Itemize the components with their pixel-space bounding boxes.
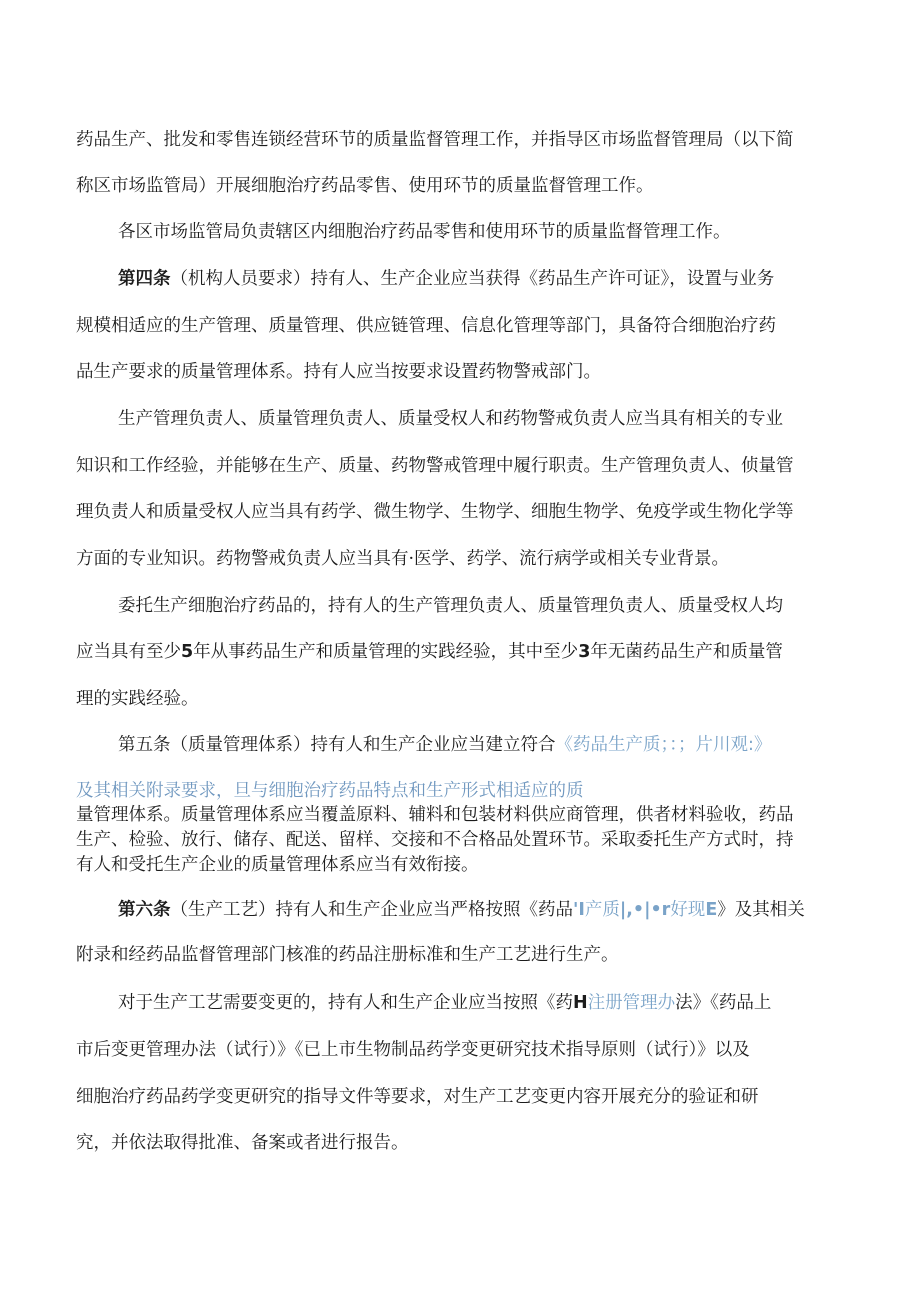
paragraph-8-text-a: 对于生产工艺需要变更的，持有人和生产企业应当按照《药 <box>118 993 573 1013</box>
paragraph-8-garbled-1: H <box>573 993 588 1013</box>
article-6-garbled-3: |,•|•r <box>619 900 671 920</box>
paragraph-1-line-2: 称区市场监管局）开展细胞治疗药品零售、使用环节的质量监督管理工作。 <box>76 176 654 196</box>
article-4-line-1 <box>118 267 858 291</box>
article-6-garbled-1: 'I <box>573 900 585 920</box>
paragraph-4-line-2: 知识和工作经验，并能够在生产、质量、药物警戒管理中履行职责。生产管理负责人、侦量管 <box>76 456 794 476</box>
paragraph-5-text-a: 应当具有至少 <box>76 642 181 662</box>
paragraph-1-line-1: 药品生产、批发和零售连锁经营环节的质量监督管理工作，并指导区市场监督管理局（以下简 <box>76 130 794 150</box>
years-3: 3 <box>578 642 591 662</box>
paragraph-8-text-b: 法》《药品上 <box>675 993 772 1013</box>
paragraph-8-line-1 <box>118 991 858 1015</box>
article-5-text: 第五条（质量管理体系）持有人和生产企业应当建立符合 <box>118 735 556 755</box>
article-5-line-1 <box>118 733 858 757</box>
paragraph-8-line-2: 市后变更管理办法（试行）》《已上市生物制品药学变更研究技术指导原则（试行）》以及 <box>76 1040 750 1060</box>
article-4-text: （机构人员要求）持有人、生产企业应当获得《药品生产许可证》，设置与业务 <box>170 269 775 289</box>
article-6-text-b: 》及其相关 <box>717 900 805 920</box>
article-6-line-1 <box>118 898 858 922</box>
article-6-garbled-4: 好现 <box>670 900 706 920</box>
article-5-line-5: 有人和受托生产企业的质量管理体系应当有效衔接。 <box>76 855 479 875</box>
years-5: 5 <box>181 642 194 662</box>
article-6-garbled-5: E <box>705 900 718 920</box>
paragraph-5-line-1: 委托生产细胞治疗药品的，持有人的生产管理负责人、质量管理负责人、质量受权人均 <box>118 596 783 616</box>
paragraph-5-text-b: 年从事药品生产和质量管理的实践经验，其中至少 <box>193 642 579 662</box>
paragraph-2-line-1: 各区市场监管局负责辖区内细胞治疗药品零售和使用环节的质量监督管理工作。 <box>118 222 731 242</box>
paragraph-8-line-3: 细胞治疗药品药学变更研究的指导文件等要求，对生产工艺变更内容开展充分的验证和研 <box>76 1087 759 1107</box>
paragraph-4-line-4: 方面的专业知识。药物警戒负责人应当具有·医学、药学、流行病学或相关专业背景。 <box>76 549 730 569</box>
paragraph-5-line-3: 理的实践经验。 <box>76 689 199 709</box>
paragraph-4-line-3: 理负责人和质量受权人应当具有药学、微生物学、生物学、细胞生物学、免疫学或生物化学等 <box>76 502 794 522</box>
paragraph-5-text-c: 年无菌药品生产和质量管 <box>590 642 783 662</box>
paragraph-8-garbled-2: 注册管理办 <box>587 993 676 1013</box>
article-5-garbled-reference: 《药品生产质；：；片川观:》 <box>555 735 772 755</box>
paragraph-4-line-1: 生产管理负责人、质量管理负责人、质量受权人和药物警戒负责人应当具有相关的专业 <box>118 409 783 429</box>
paragraph-8-line-4: 究，并依法取得批准、备案或者进行报告。 <box>76 1133 409 1153</box>
article-6-garbled-2: 产质 <box>584 900 620 920</box>
article-6-line-2: 附录和经药品监督管理部门核准的药品注册标准和生产工艺进行生产。 <box>76 945 619 965</box>
paragraph-5-line-2 <box>76 640 856 664</box>
article-6-heading: 第六条 <box>118 900 171 920</box>
article-4-heading: 第四条 <box>118 269 171 289</box>
article-4-line-3: 品生产要求的质量管理体系。持有人应当按要求设置药物警戒部门。 <box>76 362 601 382</box>
article-5-line-2: 及其相关附录要求，旦与细胞治疗药品特点和生产形式相适应的质 <box>76 781 584 801</box>
article-5-line-4: 生产、检验、放行、储存、配送、留样、交接和不合格品处置环节。采取委托生产方式时，持 <box>76 830 794 850</box>
article-5-line-3: 量管理体系。质量管理体系应当覆盖原料、辅料和包装材料供应商管理，供者材料验收，药品 <box>76 805 794 825</box>
article-6-text-a: （生产工艺）持有人和生产企业应当严格按照《药品 <box>170 900 573 920</box>
article-4-line-2: 规模相适应的生产管理、质量管理、供应链管理、信息化管理等部门，具备符合细胞治疗药 <box>76 316 776 336</box>
